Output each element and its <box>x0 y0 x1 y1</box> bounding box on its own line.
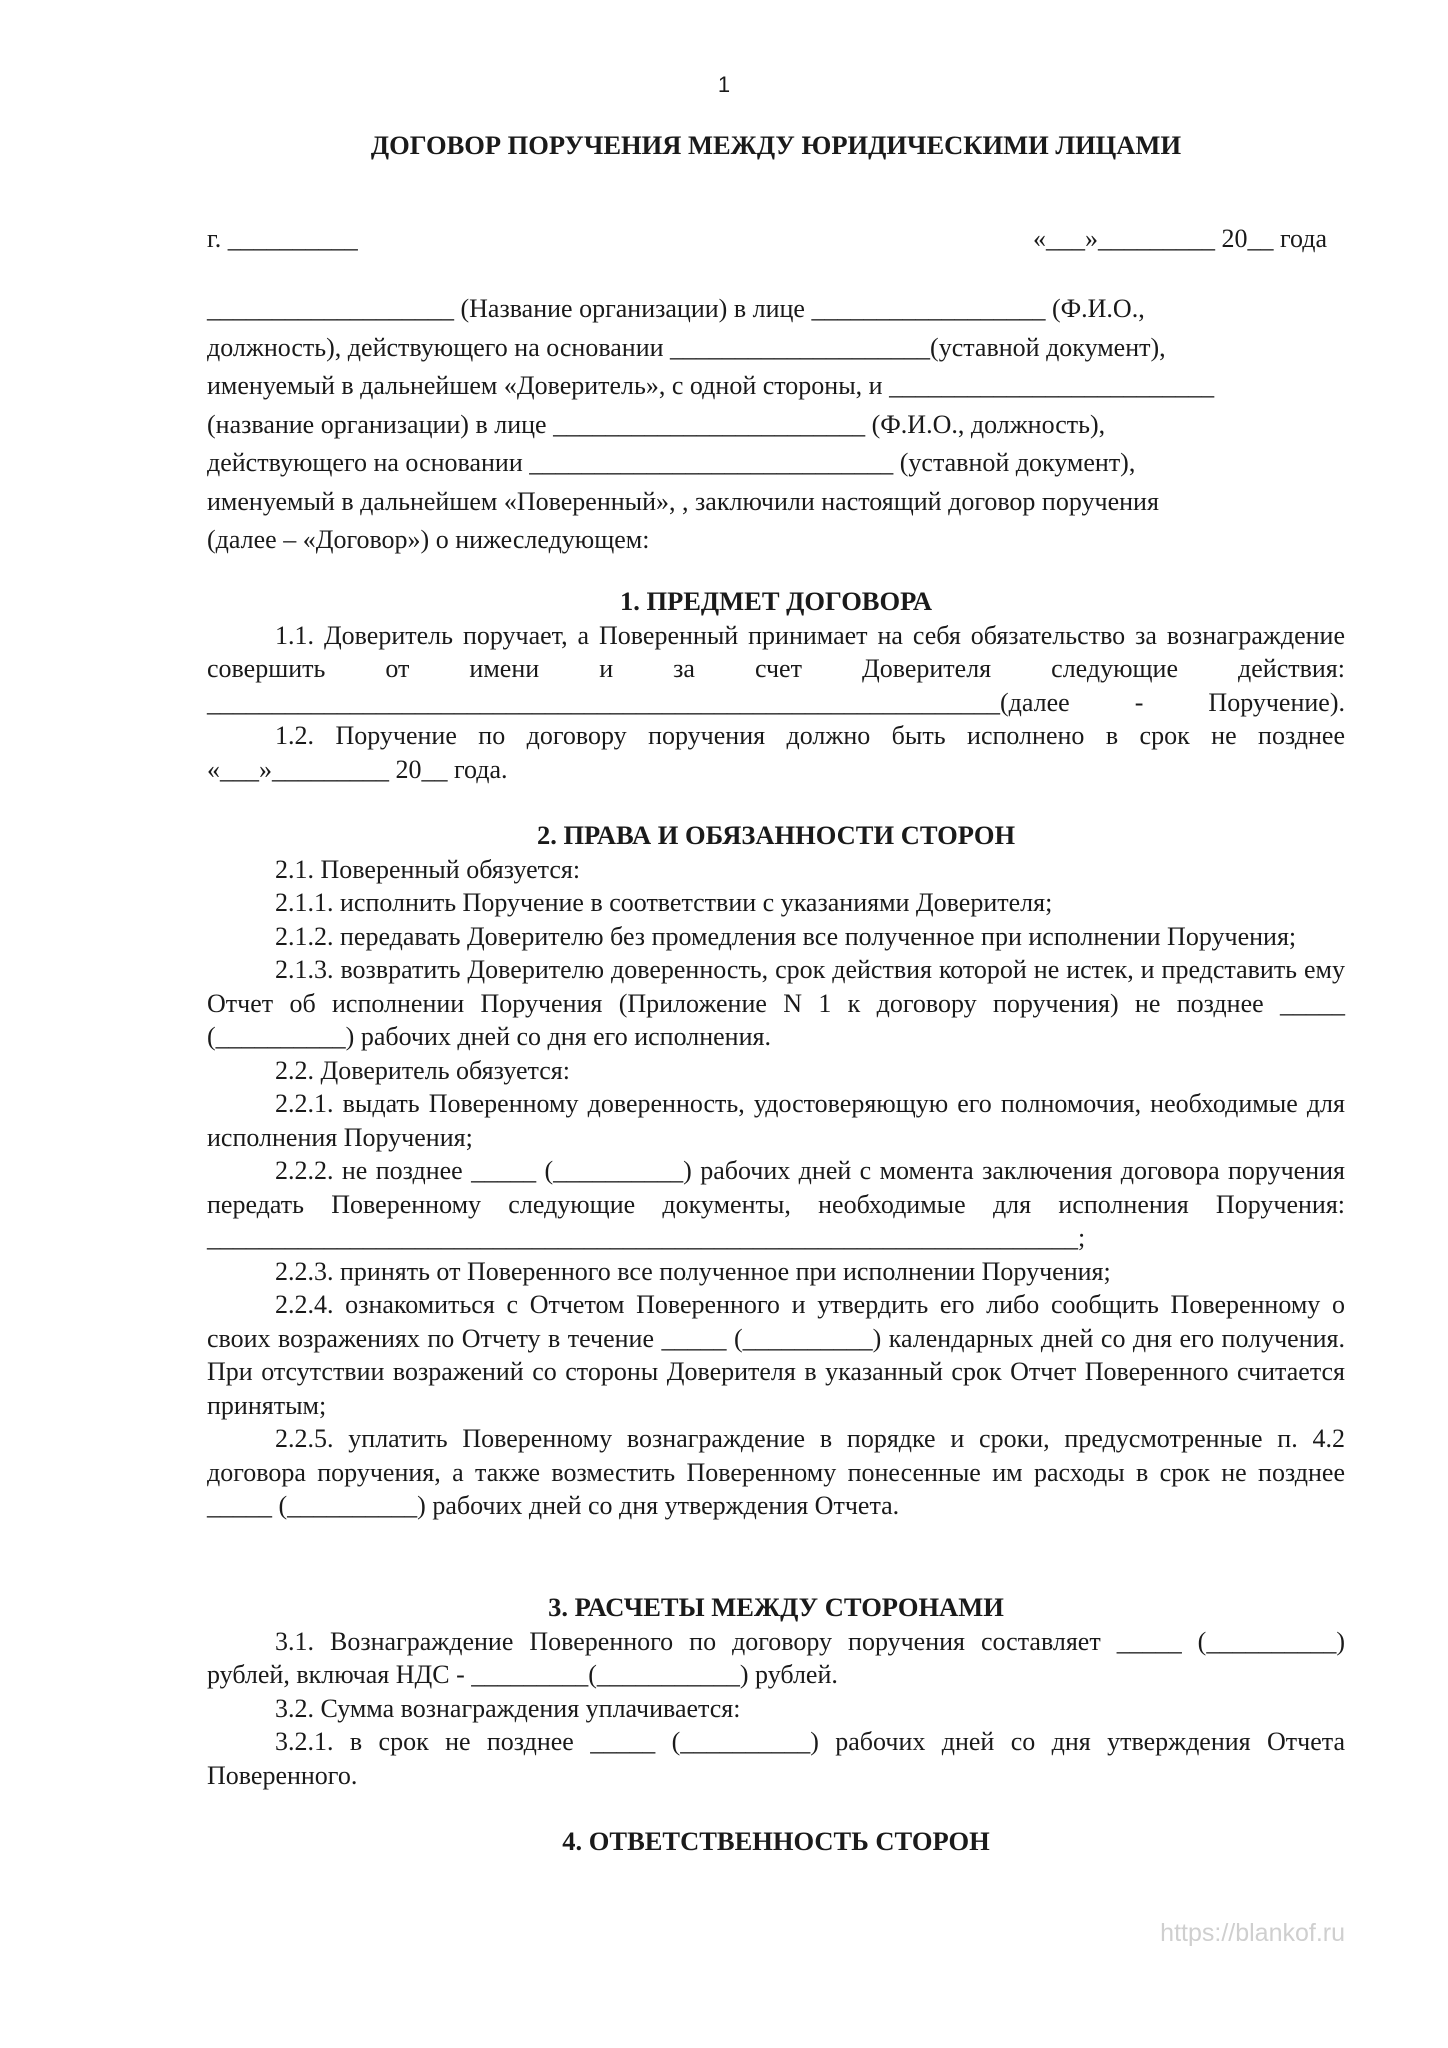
intro-line: ___________________ (Название организации) в лице __________________ (Ф.И.О., <box>207 294 1145 323</box>
intro-line: действующего на основании ____________________________ (уставной документ), <box>207 448 1136 477</box>
clause-2-2-1: 2.2.1. выдать Поверенному доверенность, удостоверяющую его полномочия, необходимые для исполнения Поручения; <box>207 1089 1345 1152</box>
intro-line: должность), действующего на основании ____________________(уставной документ), <box>207 332 1166 362</box>
clause-2-2: 2.2. Доверитель обязуется: <box>275 1055 570 1085</box>
section-heading: 3. РАСЧЕТЫ МЕЖДУ СТОРОНАМИ <box>548 1592 1004 1622</box>
intro-line: именуемый в дальнейшем «Поверенный», , заключили настоящий договор поручения <box>207 486 1159 516</box>
section-heading: 4. ОТВЕТСТВЕННОСТЬ СТОРОН <box>562 1826 990 1856</box>
document-title: ДОГОВОР ПОРУЧЕНИЯ МЕЖДУ ЮРИДИЧЕСКИМИ ЛИЦАМИ <box>370 130 1182 160</box>
clause-2-1: 2.1. Поверенный обязуется: <box>275 854 581 884</box>
intro-block <box>207 290 1345 560</box>
clause-2-2-4: 2.2.4. ознакомиться с Отчетом Поверенного и утвердить его либо сообщить Поверенному о своих возражениях по Отчету в течение _____ (__________) календарных дней со дня его получения. При отсутствии возражений со стороны Доверителя в указанный срок Отчет Поверенного считается принятым; <box>207 1290 1345 1420</box>
section-4 <box>207 1825 1345 1859</box>
clause-2-1-2: 2.1.2. передавать Доверителю без промедления все полученное при исполнении Поручения; <box>275 921 1297 951</box>
section-heading: 1. ПРЕДМЕТ ДОГОВОРА <box>619 586 933 616</box>
intro-line: (название организации) в лице ________________________ (Ф.И.О., должность), <box>207 409 1106 439</box>
clause-2-2-3: 2.2.3. принять от Поверенного все полученное при исполнении Поручения; <box>275 1256 1111 1286</box>
clause-3-2-1: 3.2.1. в срок не позднее _____ (__________) рабочих дней со дня утверждения Отчета Поверенного. <box>207 1727 1345 1790</box>
watermark: https://blankof.ru <box>1160 1919 1345 1947</box>
clause-3-1: 3.1. Вознаграждение Поверенного по договору поручения составляет _____ (__________) рублей, включая НДС - _________(___________) рублей. <box>207 1626 1345 1689</box>
clause-1-1: 1.1. Доверитель поручает, а Поверенный принимает на себя обязательство за вознаграждение совершить от имени и за счет Доверителя следующие действия: _____________________________________________________________(далее - Поручение). <box>207 620 1345 717</box>
date-field: «___»_________ 20__ года <box>1032 224 1327 253</box>
date-row <box>207 224 1327 254</box>
clause-2-1-3: 2.1.3. возвратить Доверителю доверенность, срок действия которой не истек, и представить ему Отчет об исполнении Поручения (Приложение N 1 к договору поручения) не позднее _____ (__________) рабочих дней со дня его исполнения. <box>207 955 1345 1051</box>
section-2 <box>207 819 1345 1523</box>
clause-2-2-2: 2.2.2. не позднее _____ (__________) рабочих дней с момента заключения договора поручения передать Поверенному следующие документы, необходимые для исполнения Поручения: ___________________________________________________________________; <box>207 1156 1345 1252</box>
clause-2-1-1: 2.1.1. исполнить Поручение в соответствии с указаниями Доверителя; <box>275 888 1053 917</box>
clause-1-2: 1.2. Поручение по договору поручения должно быть исполнено в срок не позднее «___»_________ 20__ года. <box>207 721 1345 784</box>
section-1 <box>207 585 1345 786</box>
section-3 <box>207 1591 1345 1792</box>
section-heading: 2. ПРАВА И ОБЯЗАННОСТИ СТОРОН <box>536 820 1016 850</box>
city-field: г. __________ <box>207 224 358 253</box>
page-number: 1 <box>717 72 731 97</box>
intro-line: именуемый в дальнейшем «Доверитель», с одной стороны, и _________________________ <box>207 371 1215 400</box>
clause-2-2-5: 2.2.5. уплатить Поверенному вознаграждение в порядке и сроки, предусмотренные п. 4.2 договора поручения, а также возместить Поверенному понесенные им расходы в срок не позднее _____ (__________) рабочих дней со дня утверждения Отчета. <box>207 1424 1345 1520</box>
intro-line: (далее – «Договор») о нижеследующем: <box>207 525 650 554</box>
clause-3-2: 3.2. Сумма вознаграждения уплачивается: <box>275 1693 741 1723</box>
